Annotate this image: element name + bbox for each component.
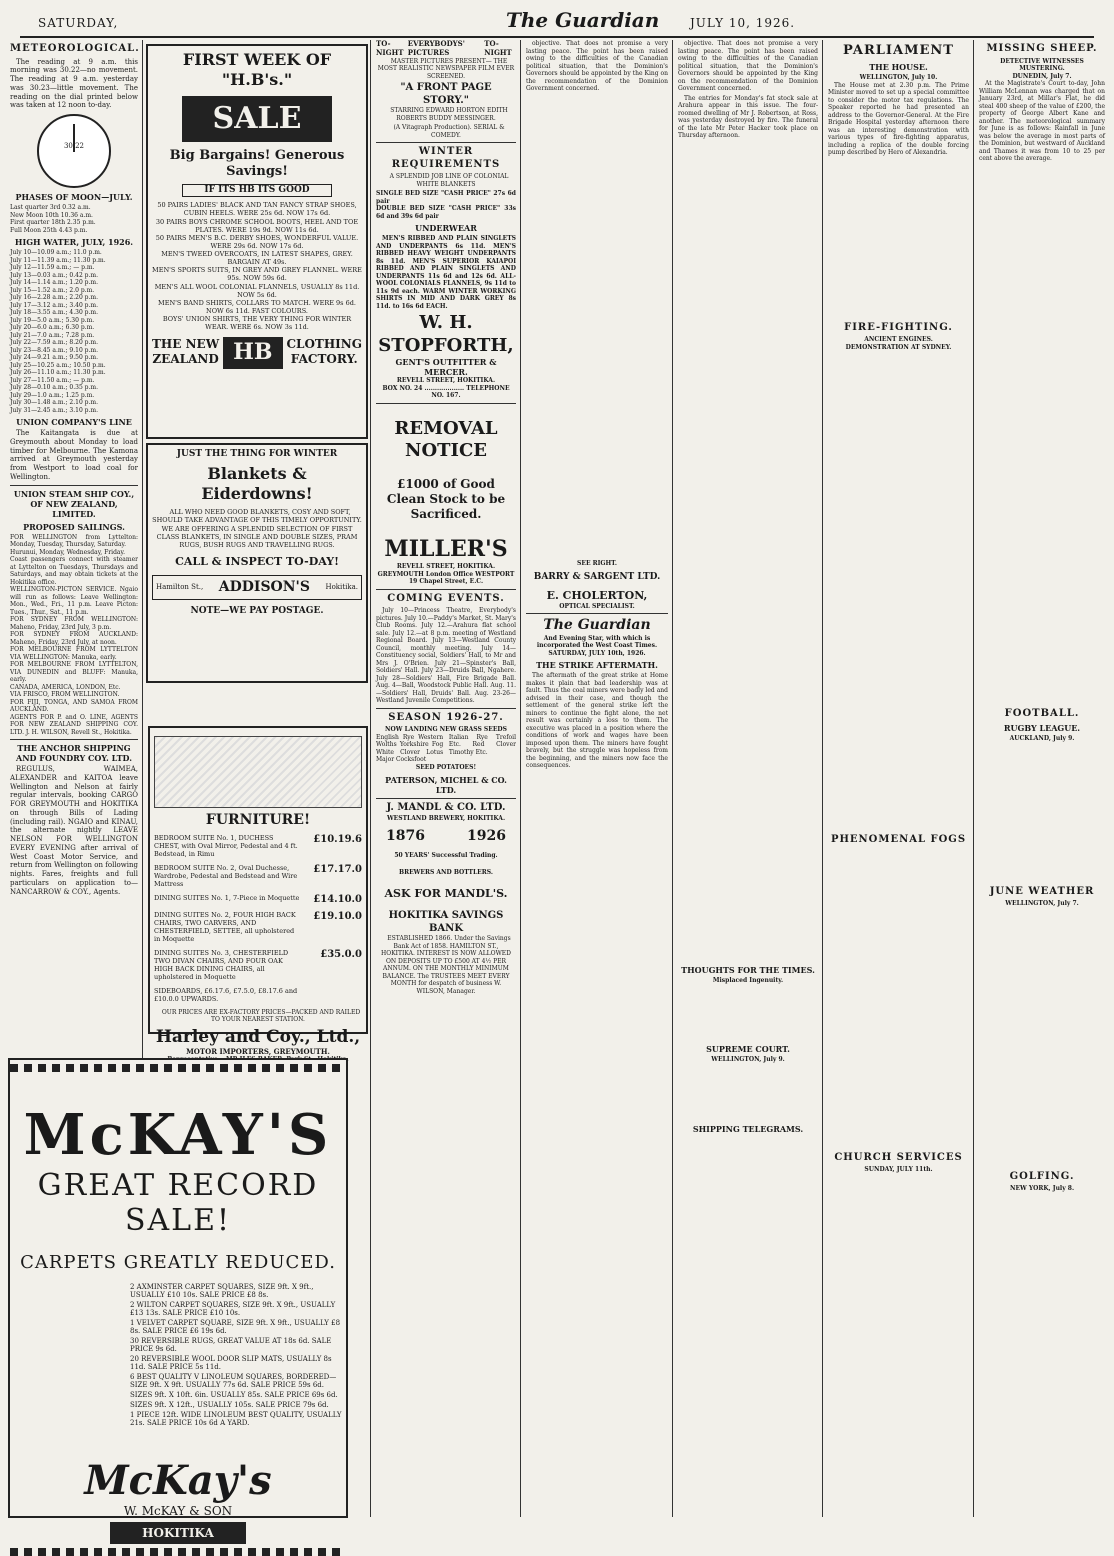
list-item: July 19—5.0 a.m.; 5.30 p.m. [10,316,95,324]
mckay-sub: CARPETS GREATLY REDUCED. [20,1252,336,1273]
list-item: AGENTS FOR P. and O. LINE, AGENTS FOR NEW ZEALAND SHIPPING COY. LTD. J. H. WILSON, Revell St., Hokitika. [10,713,138,736]
shipping-title: UNION STEAM SHIP COY., OF NEW ZEALAND, LIMITED. [13,488,135,519]
missing-sub: DETECTIVE WITNESSES MUSTERING. [1000,57,1084,72]
masthead-day: SATURDAY, [38,16,119,30]
mckay-sale: GREAT RECORD SALE! [37,1168,319,1238]
furniture-item-name: DINING SUITES No. 2, FOUR HIGH BACK CHAIRS, TWO CARVERS, AND CHESTERFIELD, SETTEE, all upholstered in Moquette [154,911,296,943]
col6-spacer [828,159,969,319]
hb-items [152,201,362,331]
furniture-advert [148,726,368,1056]
furniture-item [154,911,362,943]
seed-potatoes: SEED POTATOES! [415,763,477,771]
column-5 [674,40,822,1519]
list-item: Coast passengers connect with steamer at Lyttelton on Tuesdays, Thursdays and Saturdays, and may obtain tickets at the Hokitika office. [10,556,138,586]
list-item: BOYS' UNION SHIRTS, THE VERY THING FOR WINTER WEAR. WERE 6s. NOW 3s 11d. [162,315,352,332]
list-item: July 21—7.0 a.m.; 7.28 p.m. [10,331,95,339]
thoughts-sub: Misplaced Ingenuity. [712,976,784,984]
addison-advert [146,443,368,683]
col4-filler: objective. That does not promise a very lasting peace. The point has been raised owing to the difficulties of the Canadian political situation, that the Dominion's Governors should be appointed by the King on the recommendation of the Dominion Government concerned. [526,40,668,92]
list-item: 50 PAIRS LADIES' BLACK AND TAN FANCY STRAP SHOES, CUBIN HEELS. WERE 25s 6d. NOW 17s 6d. [157,201,357,218]
house-date: WELLINGTON, July 10. [859,74,938,82]
hb-sale-banner: SALE [182,96,332,142]
hb-footer-left [152,337,219,369]
blanket-single: SINGLE BED SIZE "CASH PRICE" 27s 6d pair [376,190,516,205]
list-item: July 29—1.0 a.m.; 1.25 p.m. [10,391,95,399]
list-item: MEN'S ALL WOOL COLONIAL FLANNELS, USUALLY 8s 11d. NOW 5s 6d. [154,282,360,299]
list-item: FOR SYDNEY FROM AUCKLAND: Maheno, Friday, 23rd July, at noon. [10,631,138,646]
col5-text1: objective. That does not promise a very lasting peace. The point has been raised owing to the difficulties of the Canadian political situation, that the Dominion's Governors should be appointed by the King on the recommendation of the Dominion Government concerned. [678,40,818,92]
list-item: FOR WELLINGTON from Lyttelton: Monday, Tuesday, Thursday, Saturday. [10,533,138,548]
guardian-title: The Guardian [543,617,651,633]
hb-advert [146,44,368,439]
list-item: July 16—2.28 a.m.; 2.20 p.m. [10,294,99,301]
list-item: FOR SYDNEY FROM WELLINGTON: Maheno, Friday, 23rd July, 3 p.m. [10,616,138,631]
hb-footer-right [286,337,362,369]
harley-sub: MOTOR IMPORTERS, GREYMOUTH. [186,1047,330,1056]
list-item: July 30—1.48 a.m.; 2.10 p.m. [10,399,99,406]
list-item: MEN'S TWEED OVERCOATS, IN LATEST SHAPES, GREY. BARGAIN AT 49s. [161,250,353,267]
list-item: July 23—8.45 a.m.; 9.10 p.m. [10,346,99,354]
furniture-item [154,949,362,981]
furniture-note: OUR PRICES ARE EX-FACTORY PRICES—PACKED AND RAILED TO YOUR NEAREST STATION. [161,1009,361,1023]
list-item: July 18—3.55 a.m.; 4.30 p.m. [10,309,99,316]
stopforth-addr: REVELL STREET, HOKITIKA. [396,377,496,384]
furniture-item [154,987,362,1003]
column-rule [822,40,823,1517]
list-item: FOR FIJI, TONGA, AND SAMOA FROM AUCKLAND. [10,698,138,713]
list-item: 30 PAIRS BOYS CHROME SCHOOL BOOTS, HEEL AND TOE PLATES. WERE 19s 9d. NOW 11s 6d. [155,217,359,234]
mandl-year-end: 1926 [467,828,506,844]
fire-sub: ANCIENT ENGINES. [864,336,933,344]
furniture-item-name: SIDEBOARDS, £6.17.6, £7.5.0, £8.17.6 and £10.0.0 UPWARDS. [154,987,298,1003]
list-item: SIZES 9ft. X 10ft. 6in. USUALLY 85s. SALE PRICE 69s 6d. [130,1391,338,1399]
furniture-item [154,864,362,888]
list-item: 20 REVERSIBLE WOOL DOOR SLIP MATS, USUALLY 8s 11d. SALE PRICE 5s 11d. [130,1355,332,1371]
tonight-left: TO-NIGHT [376,39,404,57]
furniture-item-price: £10.19.6 [313,834,362,845]
millers-sub: GREYMOUTH London Office WESTPORT 19 Chapel Street, E.C. [377,570,515,585]
football-title: FOOTBALL. [1004,707,1080,719]
mandl-sub: WESTLAND BREWERY, HOKITIKA. [386,814,506,822]
col6-text: The House met at 2.30 p.m. The Prime Minister moved to set up a special committee to consider the motor tax regulations. The Speaker reported he had presented an address to the Governor-General. At the Fire Brigade Hospital yesterday afternoon there was an interesting demonstration with various types of fire-fighting apparatus, including a replica of the double forcing pump described by Hero of Alexandria. [828,81,969,157]
hb-footer-factory: FACTORY. [290,352,358,367]
june-title: JUNE WEATHER [989,885,1095,897]
divider [376,142,516,143]
col7-text: At the Magistrate's Court to-day, John William McLennan was charged that on January 23rd, at Millar's Flat, he did steal 400 sheep of the value of £200, the property of George Albert Kane and another. The meteorological summary for June is as follows: Rainfall in June was below the average in most parts of the Dominion, but westward of Auckland and Thames it was from 10 to 25 per cent above the average. [979,80,1105,162]
column-4-upper [526,40,668,560]
list-item: July 26—11.10 a.m.; 11.30 p.m. [10,369,106,376]
column-6 [824,40,973,1519]
list-item: July 11—11.39 a.m.; 11.30 p.m. [10,256,106,264]
furniture-item-price: £14.10.0 [313,894,362,905]
guardian-date: SATURDAY, JULY 10th, 1926. [548,649,646,657]
hb-footer-the-new: THE NEW [152,337,220,352]
col7-spacer [979,743,1105,883]
fire-sub2: DEMONSTRATION AT SYDNEY. [845,343,952,351]
list-item: July 25—10.25 a.m.; 10.50 p.m. [10,361,106,369]
golf-date: NEW YORK, July 8. [1009,1185,1075,1192]
list-item: 30 REVERSIBLE RUGS, GREAT VALUE AT 18s 6d. SALE PRICE 9s 6d. [130,1337,332,1353]
furniture-item-name: BEDROOM SUITE No. 1, DUCHESS CHEST, with Oval Mirror, Pedestal and 4 ft. Bedstead, in Rimu [154,834,298,858]
supreme-sub: WELLINGTON, July 9. [711,1056,785,1063]
column-1 [6,40,142,1054]
see-right: SEE RIGHT. [577,560,617,567]
masthead-title: The Guardian [506,8,660,32]
union-title: UNION COMPANY'S LINE [16,417,132,427]
millers-name: MILLER'S [384,535,508,562]
anchor-title: THE ANCHOR SHIPPING AND FOUNDRY COY. LTD. [16,743,132,763]
seeds-right: Italian Rye Trefoil Etc. Red Clover Timothy Etc. [448,733,516,756]
blanket-double: DOUBLE BED SIZE "CASH PRICE" 33s 6d and 39s 6d pair [376,205,516,220]
column-rule [672,40,673,1517]
list-item: MEN'S SPORTS SUITS, IN GREY AND GREY FLANNEL. WERE 95s. NOW 59s 6d. [152,266,362,283]
shipping-telegrams: SHIPPING TELEGRAMS. [692,1123,804,1134]
removal-sub: £1000 of Good Clean Stock to be Sacrificed. [386,476,506,521]
list-item: July 20—6.0 a.m.; 6.30 p.m. [10,324,95,331]
list-item: July 28—0.10 a.m.; 0.35 p.m. [10,384,99,391]
furniture-item-price: £19.10.0 [313,911,362,922]
church-sub: SUNDAY, JULY 11th. [864,1166,933,1174]
mckay-logo-town: HOKITIKA [110,1522,246,1544]
furniture-item-price: £35.0.0 [320,949,362,960]
column-rule [973,40,974,1517]
moon-phase: Full Moon 25th 4.43 p.m. [10,226,88,234]
millers-addr: REVELL STREET, HOKITIKA. [396,563,496,570]
mckay-bottom-bar [10,1548,346,1556]
furniture-list [154,834,362,1003]
divider [10,739,138,740]
list-item: VIA FRISCO, FROM WELLINGTON. [10,691,120,698]
coming-events-text: July 10—Princess Theatre, Everybody's pictures. July 10.—Paddy's Market, St. Mary's Club Rooms. July 12.—Arahura flat school sale. July 12.—at 8 p.m. meeting of Westland Regional Board. July 13—Westland County Council, monthly meeting. July 14—Constituency social, Soldiers' Hall, to Mr and Mrs J. O'Brien. July 21—Spinster's Ball, Soldiers' Hall. July 23—Druids Ball, Ngahere. July 28—Soldiers' Hall, Fire Brigade Ball. Aug. 4—Ball, Woodstock Public Hall. Aug. 11.—Soldiers' Hall, Druids' Ball. Aug. 23-26—Westland Juvenile Competitions. [376,607,516,704]
ask-mandls: ASK FOR MANDL'S. [384,886,508,900]
strike-title: THE STRIKE AFTERMATH. [536,660,658,670]
list-item: July 12—11.59 a.m.; — p.m. [10,264,95,271]
moon-phase: Last quarter 3rd 0.32 a.m. [10,204,91,211]
addison-street: Hamilton St., [156,583,204,591]
column-7 [975,40,1109,1519]
winter-text: A SPLENDID JOB LINE OF COLONIAL WHITE BLANKETS [389,173,509,188]
furniture-item-price: £17.17.0 [313,864,362,875]
harley-name: Harley and Coy., Ltd., [155,1027,361,1047]
golfing-title: GOLFING. [1009,1170,1075,1182]
column-rule [370,40,371,1517]
column-4 [522,40,672,1519]
shipping-sub: PROPOSED SAILINGS. [23,521,125,532]
list-item: 1 VELVET CARPET SQUARE, SIZE 9ft. X 9ft., USUALLY £8 8s. SALE PRICE £6 19s 6d. [130,1319,341,1335]
furniture-title: FURNITURE! [205,812,311,828]
moon-title: PHASES OF MOON—JULY. [15,192,133,202]
rugby-date: AUCKLAND, July 9. [1009,735,1075,742]
underwear-title: UNDERWEAR [415,223,477,233]
stopforth-sub: GENT'S OUTFITTER & MERCER. [395,357,497,377]
list-item: 1 PIECE 12ft. WIDE LINOLEUM BEST QUALITY, USUALLY 21s. SALE PRICE 10s 6d A YARD. [130,1411,342,1427]
column-3 [372,40,520,1519]
winter-title: WINTER REQUIREMENTS [391,146,501,170]
list-item: 6 BEST QUALITY V LINOLEUM SQUARES, BORDERED— SIZE 9ft. X 9ft. USUALLY 77s 6d. SALE PRICE 59s 6d. [130,1373,337,1389]
col6-spacer [828,351,969,831]
tide-title: HIGH WATER, JULY, 1926. [14,237,134,247]
masthead-date: JULY 10, 1926. [690,16,796,30]
mandl-years-text: 50 YEARS' Successful Trading. [394,851,498,859]
guardian-sub: And Evening Star, with which is incorporated the West Coast Times. [536,634,658,649]
list-item: 2 AXMINSTER CARPET SQUARES, SIZE 9ft. X 9ft., USUALLY £10 10s. SALE PRICE £8 8s. [130,1283,314,1299]
seeds-row [376,734,516,764]
col7-spacer [979,908,1105,1168]
list-item: July 22—7.59 a.m.; 8.20 p.m. [10,339,99,346]
supreme-title: SUPREME COURT. [706,1044,790,1054]
mckay-advert [8,1058,348,1540]
hb-footer-zealand: ZEALAND [152,352,219,367]
fogs-title: PHENOMENAL FOGS [830,834,967,846]
mckay-logo: McKay's [84,1457,272,1504]
paterson-name: PATERSON, MICHEL & CO. LTD. [385,775,507,795]
furniture-item [154,894,362,905]
tonight-header [376,40,516,58]
cholerton-name: E. CHOLERTON, [546,588,648,602]
addison-text: ALL WHO NEED GOOD BLANKETS, COSY AND SOFT, SHOULD TAKE ADVANTAGE OF THIS TIMELY OPPORTUNITY. WE ARE OFFERING A SPLENDID SELECTION OF FIRST CLASS BLANKETS, IN SINGLE AND DOUBLE SIZES, PRAM RUGS, BUSH RUGS AND TRAVELLING RUGS. [152,508,362,549]
hb-title: FIRST WEEK OF "H.B's." [182,50,332,89]
bank-text: ESTABLISHED 1866. Under the Savings Bank Act of 1858. HAMILTON ST., HOKITIKA. INTEREST IS NOW ALLOWED ON DEPOSITS UP TO £500 AT 4½ PER ANNUM. ON THE MONTHLY MINIMUM BALANCE. The TRUSTEES MEET EVERY MONTH for despatch of business W. WILSON, Manager. [381,935,511,995]
season-sub: NOW LANDING NEW GRASS SEEDS [385,726,507,733]
addison-note: NOTE—WE PAY POSTAGE. [190,606,324,617]
addison-head: Blankets & Eiderdowns! [201,464,313,504]
moon-phase: New Moon 10th 10.36 a.m. [10,211,93,219]
meteo-title: METEOROLOGICAL. [10,43,140,54]
union-text: The Kaitangata is due at Greymouth about Monday to load timber for Melbourne. The Kamona arrived at Greymouth yesterday from Westport to load coal for Wellington. [10,429,138,481]
mckay-top-bar [10,1064,346,1072]
furniture-item-name: DINING SUITES No. 1, 7-Piece in Moquette [154,894,300,902]
film-sub: (A Vitagraph Production). SERIAL & COMEDY. [393,124,505,139]
list-item: 50 PAIRS MEN'S B.C. DERBY SHOES, WONDERFUL VALUE. WERE 29s 6d. NOW 17s 6d. [155,233,359,250]
addison-title: JUST THE THING FOR WINTER [176,449,338,459]
tonight-text: MASTER PICTURES PRESENT— THE MOST REALISTIC NEWSPAPER FILM EVER SCREENED. [377,57,515,80]
missing-date: DUNEDIN, July 7. [1012,72,1072,80]
list-item: MEN'S BAND SHIRTS, COLLARS TO MATCH. WERE 9s 6d. NOW 6s 11d. FAST COLOURS. [158,298,356,315]
furniture-illustration [154,736,362,808]
brewers-text: BREWERS AND BOTTLERS. [399,869,493,876]
list-item: July 27—11.50 a.m.; — p.m. [10,376,95,384]
parliament-title: PARLIAMENT [843,43,954,58]
furniture-item [154,834,362,858]
tide-list [10,249,138,414]
col6-spacer [828,849,969,1149]
fire-title: FIRE-FIGHTING. [844,321,953,333]
mandl-name: J. MANDL & CO. LTD. [386,802,506,813]
moon-phase: First quarter 18th 2.35 p.m. [10,219,96,226]
list-item: July 17—3.12 a.m.; 3.40 p.m. [10,301,99,309]
anchor-text: REGULUS, WAIMEA, ALEXANDER and KAITOA leave Wellington and Nelson at fairly regular intervals, booking CARGO FOR GREYMOUTH and HOKITIKA on through Bills of Lading (including rail). NGAIO and KINAU, the alternate nightly LEAVE NELSON FOR WELLINGTON EVERY EVENING after arrival of West Coast Motor Service, and return from Wellington on following nights. Fares, freights and full particulars on application to— NANCARROW & COY., Agents. [10,765,138,896]
list-item: 2 WILTON CARPET SQUARES, SIZE 9ft. X 9ft., USUALLY £13 13s. SALE PRICE £10 10s. [130,1301,336,1317]
masthead-rule [20,36,1094,38]
stopforth-name: W. H. STOPFORTH, [378,312,514,356]
season-title: SEASON 1926-27. [388,711,504,723]
column-rule [520,40,521,1517]
strike-text: The aftermath of the great strike at Home makes it plain that bad leadership was at fault. Thus the coal miners were badly led and advised in their case, and though the settlement of the general strike left the miners to continue the fight alone, the net result was certainly a loss to them. The executive was placed in a position where the conditions of work and wages have been imposed upon them. The miners have fought bravely, but the struggle was hopeless from the beginning, and the miners now face the consequences. [526,672,668,769]
hb-logo: HB [223,337,282,369]
list-item: SIZES 9ft. X 12ft., USUALLY 105s. SALE PRICE 79s 6d. [130,1401,329,1409]
addison-shop-row [152,575,362,601]
film-title: "A FRONT PAGE STORY." [400,82,492,106]
barry-name: BARRY & SARGENT LTD. [533,571,661,582]
rugby-title: RUGBY LEAGUE. [1003,723,1081,733]
list-item: FOR MELBOURNE FROM LYTTELTON VIA WELLINGTON: Manuka, early. [10,646,138,661]
meteo-intro: The reading at 9 a.m. this morning was 30.22—no movement. The reading at 9 a.m. yesterday was 30.23—little movement. The reading on the dial printed below was taken at 12 noon to-day. [10,57,138,110]
divider [376,589,516,590]
divider [376,798,516,799]
hb-slogan: IF ITS HB ITS GOOD [182,184,332,197]
list-item: July 31—2.45 a.m.; 3.10 p.m. [10,406,99,414]
col5-spacer [678,142,818,962]
list-item: July 24—9.21 a.m.; 9.50 p.m. [10,354,99,361]
bank-title: HOKITIKA SAVINGS BANK [388,910,504,934]
divider [376,708,516,709]
house-title: THE HOUSE. [869,62,928,73]
coming-events-title: COMING EVENTS. [387,592,505,604]
divider [10,485,138,486]
mandl-year-start: 1876 [386,828,425,844]
addison-town: Hokitika. [325,583,358,591]
list-item: Hurunui, Monday, Wednesday, Friday. [10,548,125,556]
hb-footer-clothing: CLOTHING [286,337,362,352]
furniture-item-name: DINING SUITES No. 3, CHESTERFIELD TWO DIVAN CHAIRS, AND FOUR OAK HIGH BACK DINING CHAIRS, all upholstered in Moquette [154,949,289,981]
removal-title: REMOVAL NOTICE [394,417,498,461]
col5-text2: The entries for Monday's fat stock sale at Arahura appear in this issue. The four-roomed dwelling of Mr J. Robertson, at Ross, was yesterday destroyed by fire. The funeral of the late Mr Peter Hacker took place on Thursday afternoon. [678,94,818,139]
list-item: CANADA, AMERICA, LONDON, Etc. [10,683,121,691]
shipping-list [10,534,138,737]
list-item: July 14—1.14 a.m.; 1.20 p.m. [10,279,99,286]
furniture-item-name: BEDROOM SUITE No. 2, Oval Duchesse, Wardrobe, Pedestal and Bedstead and Wire Mattress [154,864,298,888]
seeds-left: English Rye Western Wolths Yorkshire Fog White Clover Lotus Major Cocksfoot [376,733,444,763]
hb-tagline: Big Bargains! Generous Savings! [169,147,345,179]
mandl-years [386,828,506,846]
divider [376,403,516,404]
cholerton-sub: OPTICAL SPECIALIST. [559,602,635,610]
church-title: CHURCH SERVICES [834,1151,963,1163]
list-item: July 15—1.52 a.m.; 2.0 p.m. [10,286,95,294]
list-item: July 10—10.09 a.m.; 11.0 p.m. [10,249,102,256]
mckay-logo-sub: W. McKAY & SON [123,1504,233,1518]
missing-title: MISSING SHEEP. [986,43,1098,54]
list-item: July 13—0.03 a.m.; 0.42 p.m. [10,271,99,279]
tonight-centre: EVERYBODYS' PICTURES [407,39,465,57]
thoughts-title: THOUGHTS FOR THE TIMES. [681,964,815,975]
hb-footer [152,337,362,369]
underwear-text: MEN'S RIBBED AND PLAIN SINGLETS AND UNDERPANTS 6s 11d. MEN'S RIBBED HEAVY WEIGHT UNDERPANTS 8s 11d. MEN'S SUPERIOR KAIAPOI RIBBED AND PLAIN SINGLETS AND UNDERPANTS 11s 6d and 12s 6d. ALL-WOOL COLONIALS FLANNELS, 9s 11d to 11s 9d each. WARM WINTER WORKING SHIRTS IN MID AND DARK GREY 8s 11d. to 16s 6d EACH. [376,235,516,310]
addison-call: CALL & INSPECT TO-DAY! [175,554,339,568]
film-stars: STARRING EDWARD HORTON EDITH ROBERTS BUDDY MESSINGER. [390,107,508,122]
mckay-name: McKAY'S [23,1102,333,1168]
barometer-dial [37,114,111,188]
list-item: WELLINGTON-PICTON SERVICE. Ngaio will run as follows: Leave Wellington: Mon., Wed., Fri., 11 p.m. Leave Picton: Tues., Thur., Sat., 11 p.m. [10,586,138,616]
barometer-reading: 30.22 [63,142,85,150]
mckay-items [10,1283,346,1427]
masthead [0,6,1114,36]
addison-name: ADDISON'S [218,578,310,595]
list-item: FOR MELBOURNE FROM LYTTELTON, VIA DUNEDIN and BLUFF: Manuka, early. [10,661,138,683]
col7-spacer [979,165,1105,705]
tonight-right: TO-NIGHT [484,39,512,57]
divider [526,613,668,614]
june-date: WELLINGTON, July 7. [1005,900,1079,907]
stopforth-box: BOX NO. 24 ................... TELEPHONE NO. 167. [382,384,510,399]
